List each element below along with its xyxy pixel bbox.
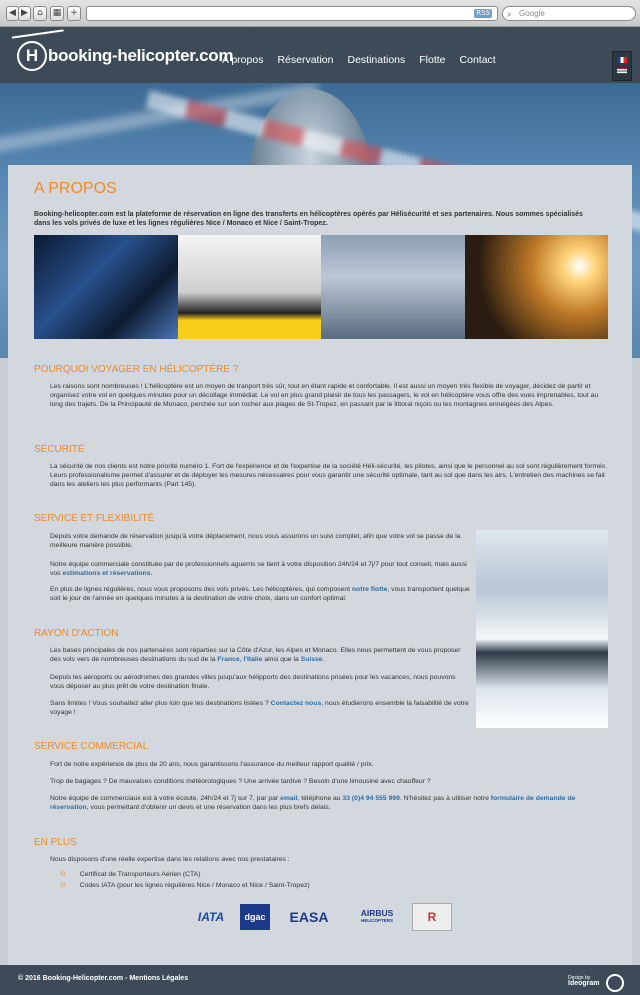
photo-strip — [34, 235, 608, 339]
home-button[interactable]: ⌂ — [33, 6, 47, 21]
rss-badge[interactable]: RSS — [476, 9, 490, 17]
commercial-text-3: Notre équipe de commerciaux est à votre écoute, 24h/24 et 7j sur 7, par par email, téléphone au 33 (0)4 94 555 999. N'hésitez pas à utiliser notre formulaire de demande de réservation, vous permettant d'obtenir un devis et une réservation dans les plus brefs délais. — [50, 795, 576, 811]
search-icon: ⌕ — [507, 10, 512, 19]
helipad-photo — [178, 235, 322, 339]
iata-logo: IATA — [197, 910, 225, 924]
site-header — [0, 27, 640, 83]
phone-link[interactable]: 33 (0)4 94 555 999 — [342, 795, 400, 802]
copyright[interactable]: © 2016 Booking-Helicopter.com - Mentions Légales — [18, 975, 189, 982]
main-nav — [222, 54, 510, 66]
easa-logo: EASA — [289, 909, 329, 925]
securite-text: La sécurité de nos clients est notre priorité numéro 1. Fort de l'expérience et de l'expertise de la société Héli-sécurité, les pilotes, ainsi que le personnel au sol sont régulièrement formés. Leurs professionalisme permet d'assurer et de déployer les mesures nécessaires pour vous garantir une sécurité optimale, tant au sol que dans les airs. L'entretien des machines se fait dans les ateliers les plus performants (Part 145). — [50, 463, 608, 488]
partner-logos — [188, 902, 458, 932]
booking-form-link[interactable]: formulaire de demande de réservation — [50, 795, 576, 811]
contact-link[interactable]: Contactez nous — [270, 700, 322, 707]
list-item: ⊙ Codes IATA (pour les lignes régulières Nice / Monaco et Nice / Saint-Tropez) — [60, 882, 310, 889]
bullet-icon: ⊙ — [60, 882, 66, 889]
service-text-3: En plus de lignes régulières, nous vous proposons des vols privés. Les hélicoptères, qui composent notre flotte, vous transportent quelque soit le jour de l'année en quelques minutes à la destination de votre choix, dans un confort optimal. — [50, 586, 470, 602]
dgac-logo: dgac — [240, 904, 270, 930]
email-link[interactable]: email — [280, 795, 298, 802]
bookmarks-button[interactable]: ▦ — [50, 6, 64, 21]
bullet-icon: ⊙ — [60, 871, 66, 878]
nav-reservation[interactable]: Réservation — [277, 54, 334, 66]
browser-toolbar — [0, 0, 640, 27]
snow-helicopter-photo — [476, 530, 608, 728]
section-title-service: SERVICE ET FLEXIBILITÉ — [34, 513, 155, 524]
rayon-text-2: Depuis les aéroports ou aérodromes des grandes villes jusqu'aux hélipports des destinations prisées pour les vacances, nous pouvons vous déposer au plus prêt de votre destination finale. — [50, 674, 456, 690]
forward-button[interactable]: ▶ — [18, 6, 31, 21]
uk-flag-icon[interactable] — [617, 68, 627, 74]
cockpit-photo — [34, 235, 178, 339]
section-title-securite: SÉCURITÉ — [34, 444, 85, 455]
site-footer — [0, 965, 640, 995]
nav-a-propos[interactable]: A propos — [222, 54, 264, 66]
nav-contact[interactable]: Contact — [459, 54, 496, 66]
logo-text[interactable]: booking-helicopter.com — [48, 46, 234, 65]
sunset-helicopter-photo — [465, 235, 609, 339]
commercial-text-1: Fort de notre expérience de plus de 20 ans, nous garantissons l'assurance du meilleur rapport qualité / prix. — [50, 761, 374, 768]
ideogram-logo-icon — [606, 974, 624, 992]
logo-mark[interactable]: H — [17, 41, 47, 71]
rayon-text-1: Les bases principales de nos partenaires sont réparties sur la Côte d'Azur, les Alpes et Monaco. Elles nous permettent de vous proposer des vols vers de nombreuses destinations du sud de la France, l'Italie ainsi que la Suisse. — [50, 647, 461, 663]
designer-credit[interactable]: Design by Ideogram — [568, 975, 600, 987]
service-text-2: Notre équipe commerciale constituée par de professionnels aguerris se tient à votre disposition 24h/24 et 7j/7 pour tout conseil, mais aussi vos estimations et réservations. — [50, 561, 467, 577]
airbus-logo: AIRBUS HELICOPTERS — [360, 908, 394, 923]
intro-text: Booking-helicopter.com est la plateforme de réservation en ligne des transferts en hélicoptères opérés par Hélisécurité et ses partenaires. Nous sommes spécialisés dans les vols privés de luxe et les lignes régulières Nice / Monaco et Nice / Saint-Tropez. — [34, 211, 583, 227]
section-title-enplus: EN PLUS — [34, 837, 77, 848]
section-title-rayon: RAYON D'ACTION — [34, 628, 119, 639]
nav-flotte[interactable]: Flotte — [419, 54, 446, 66]
nav-destinations[interactable]: Destinations — [347, 54, 406, 66]
back-button[interactable]: ◀ — [6, 6, 19, 21]
section-title-pourquoi: POURQUOI VOYAGER EN HÉLICOPTÈRE ? — [34, 364, 239, 375]
helicopter-front-photo — [321, 235, 465, 339]
france-link[interactable]: France — [217, 656, 240, 663]
enplus-text: Nous disposons d'une réelle expertise dans les relations avec nos prestataires : — [50, 856, 290, 863]
helicopter-logo-icon — [12, 29, 64, 42]
rayon-text-3: Sans limites ! Vous souhaitez aller plus loin que les destinations listées ? Contactez nous, nous étudierons ensemble la faisabilité de votre voyage ! — [50, 700, 469, 716]
pourquoi-text: Les raisons sont nombreuses ! L'hélicoptère est un moyen de tranport très sûr, tout en étant rapide et confortable. Il est aussi un moyen très flexible de voyager, décidez de partir et organisez votre vol en quelques minutes pour un décollage immédiat. Le vol en plus grand plaisir de tous les passagers, le vol en hélicoptère vous offre des vues imprenables, tout au long des trajets. De la Principauté de Monaco, perchée sur son rocher aux plages de St-Tropez, en passant par le littoral niçois ou les montagnes enneigées des Alpes. — [50, 383, 599, 408]
italie-link[interactable]: l'Italie — [243, 656, 263, 663]
search-placeholder: Google — [519, 9, 545, 18]
language-switcher — [612, 51, 632, 81]
search-input[interactable] — [502, 6, 636, 21]
add-bookmark-button[interactable]: + — [67, 6, 81, 21]
list-item: ⊙ Certificat de Transporteurs Aérien (CTA) — [60, 871, 201, 878]
flotte-link[interactable]: notre flotte — [351, 586, 388, 593]
estimations-link[interactable]: estimations et réservations — [62, 570, 151, 577]
commercial-text-2: Trop de bagages ? De mauvaises conditions météorologiques ? Une arrivée tardive ? Besoin d'une limousine avec chauffeur ? — [50, 778, 431, 785]
page-title: A PROPOS — [34, 180, 117, 197]
suisse-link[interactable]: Suisse — [300, 656, 323, 663]
french-flag-icon[interactable] — [617, 57, 627, 63]
ra-logo: R — [412, 903, 452, 931]
service-text-1: Depuis votre demande de réservation jusqu'à votre déplacement, nous vous assurons un suivi complet, afin que votre vol se passe de la meilleure manière possible. — [50, 533, 461, 549]
section-title-commercial: SERVICE COMMERCIAL — [34, 741, 149, 752]
address-bar[interactable] — [86, 6, 498, 21]
